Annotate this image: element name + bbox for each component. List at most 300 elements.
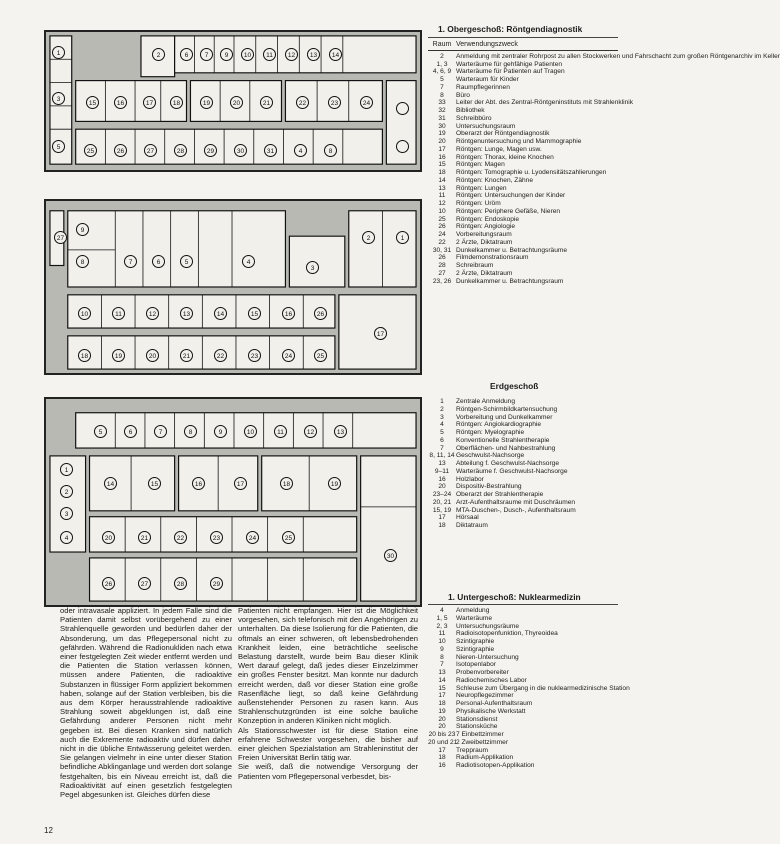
room-purpose-cell: Radiochemisches Labor	[456, 676, 527, 684]
room-number: 4	[242, 255, 255, 268]
room-number: 29	[204, 144, 217, 157]
room-number: 18	[170, 96, 183, 109]
room-number-cell: 9	[440, 645, 444, 653]
room-purpose-cell: Röntgen: Magen	[456, 161, 505, 169]
table-row	[428, 414, 618, 422]
column-header-room: Raum	[432, 41, 452, 48]
room-number: 2	[152, 48, 165, 61]
room-number: 29	[210, 577, 223, 590]
room-number-cell: 16	[438, 153, 446, 161]
table-row	[428, 661, 618, 669]
room-number: 31	[264, 144, 277, 157]
table-row	[428, 483, 618, 491]
room-number: 21	[138, 531, 151, 544]
table-row	[428, 262, 618, 270]
room-purpose-cell: 2 Zweibettzimmer	[456, 738, 509, 746]
section-title-basement: 1. Untergeschoß: Nuklearmedizin	[448, 592, 581, 602]
room-number-cell: 20 bis 23	[428, 731, 456, 738]
room-number-cell: 7	[440, 83, 444, 91]
room-purpose-cell: Bibliothek	[456, 107, 485, 114]
room-number-cell: 14	[438, 176, 446, 184]
divider	[428, 604, 618, 605]
room-number-cell: 4, 6, 9	[432, 68, 452, 76]
room-number: 20	[230, 96, 243, 109]
room-number-cell: 17	[438, 746, 446, 754]
room-number-cell: 13	[438, 669, 446, 676]
room-number: 22	[174, 531, 187, 544]
room-number-cell: 23–24	[432, 491, 452, 498]
room-purpose-cell: Radioisotopenfunktion, Thyreoidea	[456, 630, 558, 638]
room-number: 18	[280, 477, 293, 490]
room-number: 9	[220, 48, 233, 61]
room-purpose-cell: Geschwulst-Nachsorge	[456, 452, 525, 460]
room-table-basement	[428, 607, 630, 770]
room-number: 16	[192, 477, 205, 490]
room-purpose-cell: Dunkelkammer u. Betrachtungsraum	[456, 277, 564, 285]
table-row	[428, 700, 618, 708]
room-purpose-cell: Röntgen: Myelographie	[456, 429, 525, 436]
room-purpose-cell: Röntgen: Knochen, Zähne	[456, 176, 533, 184]
room-purpose-cell: Zentrale Anmeldung	[456, 398, 516, 405]
room-number: 1	[52, 46, 65, 59]
table-row	[428, 192, 618, 200]
room-purpose-cell: Büro	[456, 91, 470, 99]
room-number: 1	[396, 231, 409, 244]
room-number-cell: 15	[438, 161, 446, 169]
table-row	[428, 92, 618, 100]
room-number: 11	[112, 307, 125, 320]
room-purpose-cell: Hörsaal	[456, 514, 479, 522]
table-row	[428, 623, 618, 631]
room-purpose-cell: Stationsdienst	[456, 715, 498, 723]
room-purpose-cell: Personal-Aufenthaltsraum	[456, 700, 533, 707]
room-number-cell: 22	[438, 238, 446, 246]
room-number: 7	[200, 48, 213, 61]
room-number-cell: 30, 31	[432, 246, 452, 254]
room-number-cell: 19	[438, 130, 446, 138]
room-number-cell: 4	[440, 421, 444, 429]
room-number-cell: 3	[440, 413, 444, 421]
room-number: 5	[94, 425, 107, 438]
table-row	[428, 84, 618, 92]
table-row	[428, 161, 618, 169]
room-number-cell: 5	[440, 429, 444, 436]
room-purpose-cell: 7 Einbettzimmer	[456, 731, 504, 738]
room-number-cell: 18	[438, 754, 446, 762]
table-row	[428, 115, 618, 123]
room-purpose-cell: Raumpflegerinnen	[456, 83, 510, 91]
room-number: 14	[329, 48, 342, 61]
room-number-cell: 2, 3	[436, 622, 448, 630]
table-row	[428, 669, 618, 677]
room-number: 25	[314, 349, 327, 362]
table-row	[428, 254, 618, 262]
room-rows	[428, 398, 618, 530]
table-row	[428, 716, 618, 724]
room-number-cell: 20 und 21	[428, 738, 458, 746]
room-number: 6	[180, 48, 193, 61]
room-number-cell: 5	[440, 76, 444, 83]
room-number: 24	[246, 531, 259, 544]
table-row	[428, 445, 618, 453]
room-number-cell: 9–11	[434, 467, 450, 475]
room-purpose-cell: Vorbereitungsraum	[456, 231, 512, 238]
room-number-cell: 10	[438, 638, 446, 645]
room-number-cell: 24	[438, 231, 446, 238]
room-purpose-cell: Röntgen: Lunge, Magen usw.	[456, 145, 542, 153]
room-number-cell: 16	[438, 762, 446, 769]
room-number-cell: 18	[438, 169, 446, 176]
table-row	[428, 247, 618, 255]
room-number: 22	[214, 349, 227, 362]
room-number-cell: 17	[438, 145, 446, 153]
room-number: 19	[112, 349, 125, 362]
room-number: 9	[214, 425, 227, 438]
room-number: 8	[324, 144, 337, 157]
room-number: 24	[360, 96, 373, 109]
room-purpose-cell: Treppraum	[456, 746, 489, 754]
room-number-cell: 20	[438, 715, 446, 723]
room-purpose-cell: Stationsküche	[456, 723, 498, 731]
room-number: 11	[263, 48, 276, 61]
room-number-cell: 18	[438, 522, 446, 529]
room-table-ground-floor	[428, 398, 618, 530]
table-row	[428, 747, 618, 755]
table-row	[428, 231, 618, 239]
table-row	[428, 630, 618, 638]
room-number: 15	[86, 96, 99, 109]
room-number: 21	[260, 96, 273, 109]
room-number-cell: 20, 21	[432, 498, 452, 506]
room-purpose-cell: Leiter der Abt. des Zentral-Röntgeninstituts mit Strahlenklinik	[456, 99, 634, 107]
table-row	[428, 406, 618, 414]
table-row	[428, 723, 618, 731]
room-number: 16	[114, 96, 127, 109]
room-number: 27	[138, 577, 151, 590]
room-number	[396, 102, 409, 115]
table-row	[428, 607, 618, 615]
room-number-cell: 10	[438, 207, 446, 215]
room-purpose-cell: 2 Ärzte, Diktatraum	[456, 238, 513, 246]
room-number: 28	[174, 144, 187, 157]
room-number: 14	[214, 307, 227, 320]
room-purpose-cell: Röntgen: Tomographie u. Lyodensitätszahlierungen	[456, 169, 607, 176]
room-number-cell: 2	[440, 52, 444, 60]
room-purpose-cell: Isotopenlabor	[456, 661, 496, 669]
table-row	[428, 177, 618, 185]
table-header	[428, 41, 618, 51]
room-purpose-cell: Holzlabor	[456, 475, 484, 483]
room-purpose-cell: Warteräume f. Geschwulst-Nachsorge	[456, 467, 568, 475]
room-number: 27	[54, 231, 67, 244]
room-number-cell: 30	[438, 122, 446, 130]
room-number-cell: 12	[438, 200, 446, 207]
room-number: 12	[285, 48, 298, 61]
room-purpose-cell: Röntgen: Uröm	[456, 200, 501, 207]
room-purpose-cell: Schreibbüro	[456, 114, 492, 122]
room-number: 10	[78, 307, 91, 320]
table-row	[428, 154, 618, 162]
room-number-cell: 26	[438, 223, 446, 231]
table-row	[428, 421, 618, 429]
room-number: 13	[334, 425, 347, 438]
table-row	[428, 507, 618, 515]
table-row	[428, 646, 618, 654]
page-number: 12	[44, 826, 53, 835]
room-number: 20	[102, 531, 115, 544]
table-row	[428, 107, 618, 115]
table-row	[428, 146, 618, 154]
room-number: 26	[114, 144, 127, 157]
room-number: 23	[248, 349, 261, 362]
room-purpose-cell: Diktatraum	[456, 522, 488, 529]
table-row	[428, 223, 618, 231]
room-number: 2	[362, 231, 375, 244]
table-row	[428, 708, 618, 716]
room-number-cell: 1	[440, 398, 444, 405]
room-number: 23	[328, 96, 341, 109]
table-row	[428, 398, 618, 406]
table-row	[428, 239, 618, 247]
room-number: 21	[180, 349, 193, 362]
table-row	[428, 68, 618, 76]
table-row	[428, 762, 618, 770]
room-number-cell: 20	[438, 483, 446, 491]
room-number-cell: 19	[438, 707, 446, 715]
table-row	[428, 499, 618, 507]
room-purpose-cell: Filmdemonstrationsraum	[456, 254, 529, 262]
room-number: 30	[384, 549, 397, 562]
room-number-cell: 20	[438, 723, 446, 731]
room-number-cell: 23, 26	[432, 277, 452, 285]
table-row	[428, 692, 618, 700]
room-number-cell: 17	[438, 692, 446, 700]
room-number: 19	[200, 96, 213, 109]
table-row	[428, 208, 618, 216]
room-number-cell: 6	[440, 436, 444, 444]
room-purpose-cell: Radium-Applikation	[456, 754, 514, 762]
room-purpose-cell: Probenvorbereiter	[456, 669, 509, 676]
room-purpose-cell: Physikalische Werkstatt	[456, 707, 526, 715]
table-row	[428, 468, 618, 476]
table-row	[428, 684, 630, 693]
table-row	[428, 437, 618, 445]
room-number: 5	[180, 255, 193, 268]
room-number-cell: 15	[438, 684, 446, 692]
table-row	[428, 216, 618, 224]
room-number-cell: 26	[438, 254, 446, 262]
room-number-cell: 7	[440, 661, 444, 669]
room-number-cell: 31	[438, 114, 446, 122]
room-purpose-cell: Oberflächen- und Nahbestrahlung	[456, 444, 556, 452]
table-row	[428, 476, 618, 484]
room-purpose-cell: Abteilung f. Geschwulst-Nachsorge	[456, 460, 559, 467]
room-number-cell: 4	[440, 607, 444, 614]
room-purpose-cell: Oberarzt der Strahlentherapie	[456, 491, 544, 498]
room-number: 5	[52, 140, 65, 153]
table-row	[428, 185, 618, 193]
room-purpose-cell: Arzt-Aufenthaltsraume mit Duschräumen	[456, 498, 576, 506]
floor-plan-middle-walls	[46, 201, 420, 373]
room-purpose-cell: Röntgen: Angiokardiographie	[456, 421, 542, 429]
table-row	[428, 52, 780, 61]
body-text-left: oder intravasale appliziert. In jedem Falle sind die Patienten damit selbst vorübergehend zu einer Strahlenquelle geworden und bedürfen daher der Absonderung, um das Pflegepersonal nicht zu gefährden. Während die Radionukliden nach etwa einer festgelegten Zeit wieder entfernt werden und die Patienten die Station verlassen können, müssen andere Patienten, die radioaktive Substanzen in flüssiger Form appliziert bekommen haben, solange auf der Station verbleiben, bis die aus dem Körper herausstrahlende radioaktive Strahlung soweit abgeklungen ist, daß eine Gefährdung anderer Personen nicht mehr gegeben ist. Bei diesen Kranken sind natürlich auch die Exkremente radioaktiv und dürfen daher nicht in die übliche Entwässerung geleitet werden. Sie gelangen vielmehr in eine unter dieser Station befindliche Abklinganlage und werden dort solange festgehalten, bis ein Niveau erreicht ist, daß die Radioaktivität auf einen gesetzlich festgelegten Pegel abgesunken ist. Gleiches dürfen diese	[60, 606, 232, 800]
room-number-cell: 7	[440, 444, 444, 452]
room-number-cell: 1, 5	[436, 614, 448, 622]
room-number: 6	[152, 255, 165, 268]
room-number-cell: 8	[440, 91, 444, 99]
room-number: 26	[102, 577, 115, 590]
table-row	[428, 460, 618, 468]
table-row	[428, 123, 618, 131]
table-row	[428, 654, 618, 662]
section-title-upper-floor: 1. Obergeschoß: Röntgendiagnostik	[438, 24, 583, 34]
room-number-cell: 33	[438, 99, 446, 107]
room-number: 12	[146, 307, 159, 320]
room-number-cell: 1, 3	[436, 60, 448, 68]
room-purpose-cell: Anmeldung	[456, 607, 490, 614]
room-purpose-cell: Szintigraphie	[456, 645, 495, 653]
table-row	[428, 76, 618, 84]
room-number-cell: 32	[438, 107, 446, 114]
room-number-cell: 13	[438, 460, 446, 467]
room-number-cell: 8	[440, 653, 444, 661]
floor-plan-middle	[44, 199, 422, 375]
room-number-cell: 25	[438, 215, 446, 223]
room-purpose-cell: Röntgen: Thorax, kleine Knochen	[456, 153, 554, 161]
room-number: 14	[104, 477, 117, 490]
room-number	[396, 140, 409, 153]
room-number-cell: 20	[438, 138, 446, 145]
table-row	[428, 677, 618, 685]
table-row	[428, 130, 618, 138]
table-row	[428, 61, 618, 69]
room-number-cell: 2	[440, 405, 444, 413]
room-rows	[428, 607, 630, 770]
table-row	[428, 754, 618, 762]
section-title-ground-floor: Erdgeschoß	[490, 381, 539, 391]
room-number: 3	[60, 507, 73, 520]
room-number: 1	[60, 463, 73, 476]
room-number-cell: 27	[438, 269, 446, 277]
room-purpose-cell: Oberarzt der Röntgendiagnostik	[456, 130, 550, 138]
table-row	[428, 739, 618, 747]
room-number: 18	[78, 349, 91, 362]
room-number: 10	[244, 425, 257, 438]
room-purpose-cell: 2 Ärzte, Diktatraum	[456, 269, 513, 277]
room-purpose-cell: Röntgen: Lungen	[456, 184, 507, 192]
room-purpose-cell: Szintigraphie	[456, 638, 495, 645]
room-number: 28	[174, 577, 187, 590]
room-purpose-cell: Warteräume für Patienten auf Tragen	[456, 68, 565, 76]
room-number: 30	[234, 144, 247, 157]
room-purpose-cell: Neuropflegezimmer	[456, 692, 514, 700]
table-row	[428, 731, 618, 739]
room-number-cell: 28	[438, 262, 446, 269]
room-number: 25	[84, 144, 97, 157]
room-number: 17	[374, 327, 387, 340]
room-number: 2	[60, 485, 73, 498]
room-number-cell: 8, 11, 14	[429, 452, 455, 460]
body-text-right: Patienten nicht empfangen. Hier ist die Möglichkeit vorgesehen, sich telefonisch mit den Angehörigen zu unterhalten. Da diese Isolierung für die Patienten, die oftmals an einer schweren, oft lebensbedrohenden Krankheit leiden, eine beträchtliche seelische Belastung darstellt, wurde beim Bau dieser Klinik Wert darauf gelegt, daß jedes dieser Einzelzimmer ein großes Fenster besitzt. Man konnte nur dadurch erreicht werden, daß vor dieser Station eine große Rasenfläche liegt, so daß keine Gefährdung außenstehender Personen zu rasen kann. Aus Strahlenschutzgründen ist eine solche bauliche Konzeption in anderen Kliniken nicht möglich. Als Stationsschwester ist für diese Station eine erfahrene Schwester vorgesehen, die bisher auf einer gleichen Spezialstation am Strahleninstitut der Freien Universität Berlin tätig war. Sie weiß, daß die notwendige Versorgung der Patienten vom Pflegepersonal verbesdet, bis-	[238, 606, 418, 781]
room-purpose-cell: Radiotisotopen-Applikation	[456, 762, 535, 769]
column-header-purpose: Verwendungszweck	[456, 41, 518, 48]
table-row	[428, 278, 618, 286]
room-number: 17	[143, 96, 156, 109]
room-number: 12	[304, 425, 317, 438]
room-purpose-cell: MTA-Duschen-, Dusch-, Aufenthaltsraum	[456, 506, 576, 514]
room-number: 16	[282, 307, 295, 320]
room-number: 13	[180, 307, 193, 320]
room-number-cell: 11	[438, 192, 446, 200]
table-row	[428, 615, 618, 623]
table-row	[428, 200, 618, 208]
room-number: 15	[248, 307, 261, 320]
table-row	[428, 491, 618, 499]
room-number: 3	[306, 261, 319, 274]
room-number: 9	[76, 223, 89, 236]
room-table-upper-floor	[428, 41, 780, 285]
room-purpose-cell: Warteraum für Kinder	[456, 76, 519, 83]
table-row	[428, 522, 618, 530]
room-purpose-cell: Dispositiv-Bestrahlung	[456, 483, 522, 491]
room-number-cell: 15, 19	[432, 506, 452, 514]
room-number: 10	[241, 48, 254, 61]
room-number: 13	[307, 48, 320, 61]
room-purpose-cell: Warteräume	[456, 614, 493, 622]
room-purpose-cell: Konventionelle Strahlentherapie	[456, 436, 550, 444]
room-purpose-cell: Anmeldung mit zentraler Rohrpost zu allen Stockwerken und Fahrschacht zum großen Röntgenarchiv im Keller	[456, 52, 780, 60]
room-number: 19	[328, 477, 341, 490]
table-row	[428, 270, 618, 278]
room-number-cell: 16	[438, 475, 446, 483]
room-number: 4	[294, 144, 307, 157]
room-number: 27	[144, 144, 157, 157]
room-purpose-cell: Röntgenuntersuchung und Mammographie	[456, 138, 582, 145]
table-row	[428, 138, 618, 146]
room-purpose-cell: Röntgen: Angiologie	[456, 223, 516, 231]
room-purpose-cell: Röntgen: Untersuchungen der Kinder	[456, 192, 566, 200]
table-row	[428, 452, 618, 460]
room-number-cell: 14	[438, 676, 446, 684]
room-number: 23	[210, 531, 223, 544]
room-number: 8	[76, 255, 89, 268]
divider	[428, 37, 618, 38]
room-number: 22	[296, 96, 309, 109]
room-purpose-cell: Warteräume für gehfähige Patienten	[456, 60, 563, 68]
table-row	[428, 638, 618, 646]
room-number: 8	[184, 425, 197, 438]
table-row	[428, 169, 618, 177]
room-purpose-cell: Nieren-Untersuchung	[456, 653, 519, 661]
room-number: 11	[274, 425, 287, 438]
room-purpose-cell: Schreibraum	[456, 262, 494, 269]
room-number: 24	[282, 349, 295, 362]
table-row	[428, 99, 634, 107]
room-rows	[428, 52, 780, 286]
room-number-cell: 17	[438, 514, 446, 522]
floor-plan-top	[44, 30, 422, 172]
room-number: 17	[234, 477, 247, 490]
room-purpose-cell: Röntgen-Schirmbildkartensuchung	[456, 405, 558, 413]
table-row	[428, 514, 618, 522]
room-number: 4	[60, 531, 73, 544]
room-number: 7	[124, 255, 137, 268]
room-purpose-cell: Dunkelkammer u. Betrachtungsräume	[456, 246, 568, 254]
room-number: 26	[314, 307, 327, 320]
floor-plan-bottom	[44, 397, 422, 607]
room-number: 3	[52, 92, 65, 105]
